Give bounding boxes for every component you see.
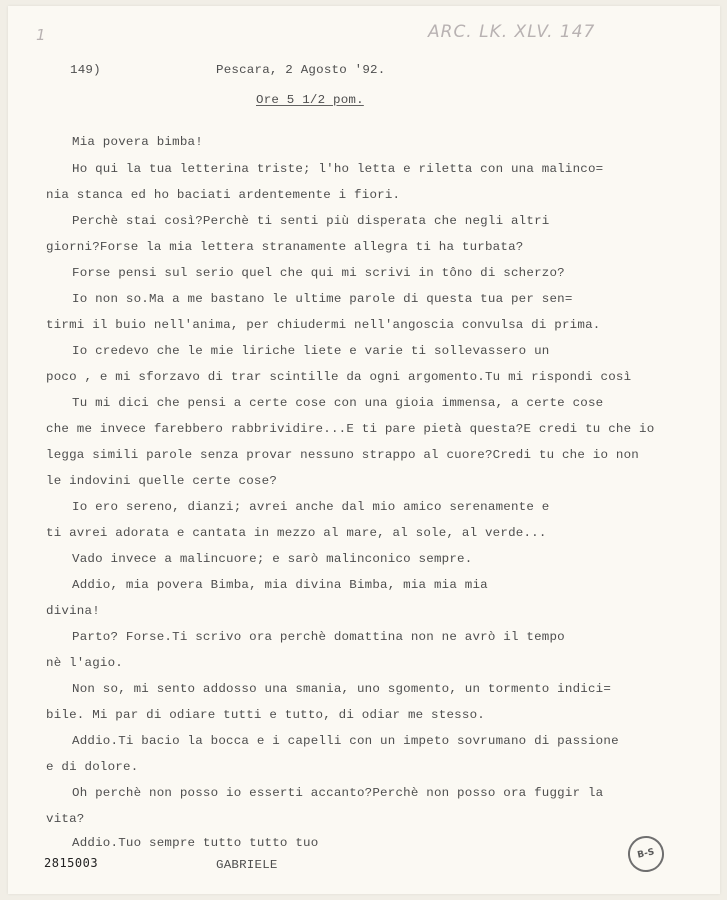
letter-line: legga simili parole senza provar nessuno strappo al cuore?Credi tu che io non: [46, 449, 639, 462]
letter-line: nè l'agio.: [46, 657, 124, 670]
letter-line: Parto? Forse.Ti scrivo ora perchè domattina non ne avrò il tempo: [72, 631, 565, 644]
letter-line: giorni?Forse la mia lettera stranamente allegra ti ha turbata?: [46, 241, 524, 254]
letter-line: ti avrei adorata e cantata in mezzo al mare, al sole, al verde...: [46, 527, 547, 540]
letter-line: e di dolore.: [46, 761, 139, 774]
letter-line: Io ero sereno, dianzi; avrei anche dal mio amico serenamente e: [72, 501, 550, 514]
letter-line: poco , e mi sforzavo di trar scintille da ogni argomento.Tu mi rispondi così: [46, 371, 632, 384]
signature: GABRIELE: [216, 859, 278, 872]
letter-line: nia stanca ed ho baciati ardentemente i fiori.: [46, 189, 401, 202]
closing-line: Addio.Tuo sempre tutto tutto tuo: [72, 837, 319, 850]
archive-note: ARC. LK. XLV. 147: [428, 22, 596, 42]
archive-stamp: [625, 833, 668, 876]
letter-line: Addio.Ti bacio la bocca e i capelli con un impeto sovrumano di passione: [72, 735, 619, 748]
letter-line: Tu mi dici che pensi a certe cose con una gioia immensa, a certe cose: [72, 397, 604, 410]
document-number: 2815003: [44, 856, 99, 870]
letter-line: tirmi il buio nell'anima, per chiudermi nell'angoscia convulsa di prima.: [46, 319, 601, 332]
stamp-label: B-S: [636, 847, 656, 861]
letter-line: Io non so.Ma a me bastano le ultime parole di questa tua per sen=: [72, 293, 573, 306]
letter-page: [8, 6, 720, 894]
letter-line: vita?: [46, 813, 85, 826]
page-number: 149): [70, 64, 101, 77]
date-line: Pescara, 2 Agosto '92.: [216, 64, 386, 77]
letter-line: Io credevo che le mie liriche liete e varie ti sollevassero un: [72, 345, 550, 358]
letter-line: che me invece farebbero rabbrividire...E ti pare pietà questa?E credi tu che io: [46, 423, 655, 436]
letter-line: Non so, mi sento addosso una smania, uno sgomento, un tormento indici=: [72, 683, 612, 696]
letter-line: le indovini quelle certe cose?: [46, 475, 278, 488]
letter-line: Forse pensi sul serio quel che qui mi scrivi in tôno di scherzo?: [72, 267, 565, 280]
letter-line: Perchè stai così?Perchè ti senti più disperata che negli altri: [72, 215, 550, 228]
letter-line: Ho qui la tua letterina triste; l'ho letta e riletta con una malinco=: [72, 163, 604, 176]
salutation: Mia povera bimba!: [72, 136, 203, 149]
corner-mark: 1: [36, 26, 46, 44]
letter-line: divina!: [46, 605, 100, 618]
letter-line: Oh perchè non posso io esserti accanto?Perchè non posso ora fuggir la: [72, 787, 604, 800]
letter-line: bile. Mi par di odiare tutti e tutto, di odiar me stesso.: [46, 709, 485, 722]
letter-line: Addio, mia povera Bimba, mia divina Bimba, mia mia mia: [72, 579, 488, 592]
time-line: Ore 5 1/2 pom.: [256, 94, 364, 107]
letter-line: Vado invece a malincuore; e sarò malinconico sempre.: [72, 553, 473, 566]
